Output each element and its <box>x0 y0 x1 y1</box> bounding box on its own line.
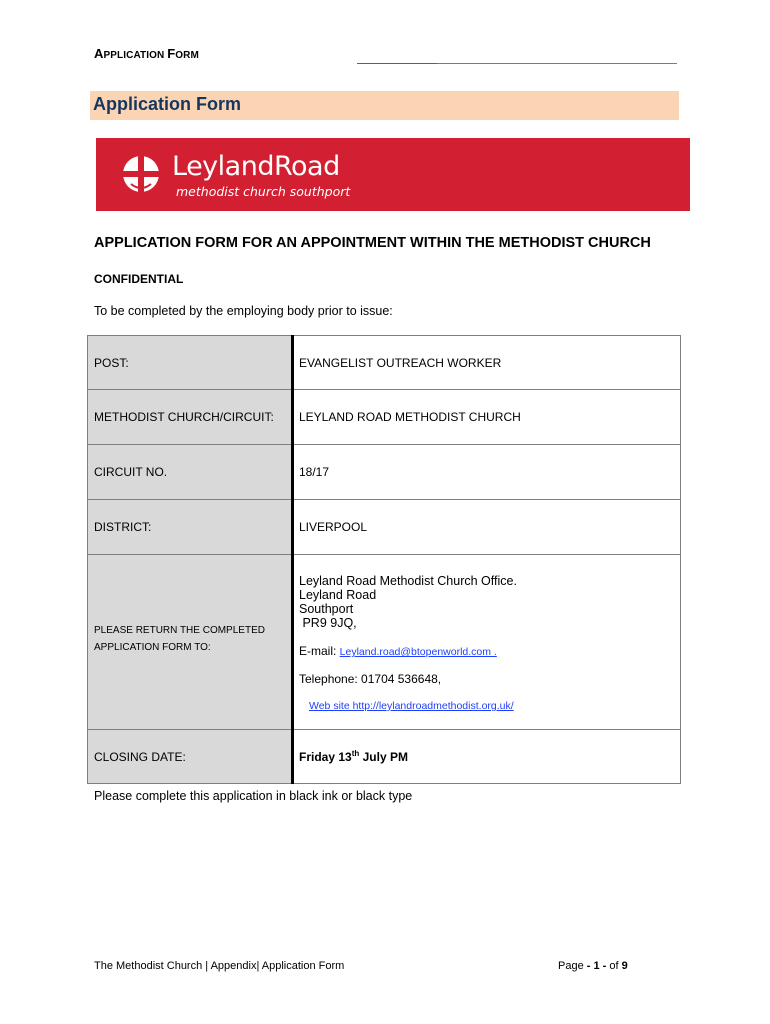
district-label: DISTRICT: <box>88 500 293 555</box>
info-table <box>87 335 681 784</box>
email-line <box>299 644 679 658</box>
address-line: Southport <box>299 602 354 616</box>
table-row <box>88 445 681 500</box>
website-link[interactable]: Web site http://leylandroadmethodist.org.uk/ <box>309 700 514 712</box>
cross-logo-icon <box>122 152 160 196</box>
page-title: Application Form <box>93 94 241 114</box>
post-value: EVANGELIST OUTREACH WORKER <box>293 336 681 390</box>
circuit-label: METHODIST CHURCH/CIRCUIT: <box>88 390 293 445</box>
header-title: APPLICATION FORM <box>94 46 199 61</box>
title-band <box>90 91 679 120</box>
header-rule <box>437 63 677 64</box>
footer-text: The Methodist Church | Appendix| Application Form <box>94 960 345 972</box>
district-value: LIVERPOOL <box>293 500 681 555</box>
page-number: Page - 1 - of 9 <box>558 960 628 972</box>
circuit-value: LEYLAND ROAD METHODIST CHURCH <box>293 390 681 445</box>
address-line: PR9 9JQ, <box>299 616 357 630</box>
intro-text: To be completed by the employing body prior to issue: <box>94 304 393 318</box>
circuit-no-value: 18/17 <box>293 445 681 500</box>
address-line: Leyland Road <box>299 588 377 602</box>
return-value <box>293 555 681 730</box>
email-link[interactable]: Leyland.road@btopenworld.com . <box>339 646 497 658</box>
return-label-line1: PLEASE RETURN THE COMPLETED <box>94 625 265 636</box>
logo-subtitle: methodist church southport <box>176 184 351 199</box>
return-address <box>299 574 679 630</box>
logo-name: LeylandRoad <box>172 151 340 182</box>
return-label-line2: APPLICATION FORM TO: <box>94 642 211 653</box>
confidential-label: CONFIDENTIAL <box>94 272 184 286</box>
address-line: Leyland Road Methodist Church Office. <box>299 574 517 588</box>
table-row <box>88 730 681 784</box>
header-rule <box>357 63 437 64</box>
main-heading: APPLICATION FORM FOR AN APPOINTMENT WITHIN THE METHODIST CHURCH <box>94 235 651 251</box>
logo-banner <box>96 138 690 211</box>
table-row <box>88 555 681 730</box>
email-label: E-mail: <box>299 644 340 658</box>
closing-date-value: Friday 13th July PM <box>293 730 681 784</box>
closing-date-label: CLOSING DATE: <box>88 730 293 784</box>
post-label: POST: <box>88 336 293 390</box>
telephone-line: Telephone: 01704 536648, <box>299 672 442 686</box>
instruction-note: Please complete this application in black ink or black type <box>94 789 413 803</box>
table-row <box>88 336 681 390</box>
table-row <box>88 500 681 555</box>
table-row <box>88 390 681 445</box>
circuit-no-label: CIRCUIT NO. <box>88 445 293 500</box>
return-label <box>88 555 293 730</box>
